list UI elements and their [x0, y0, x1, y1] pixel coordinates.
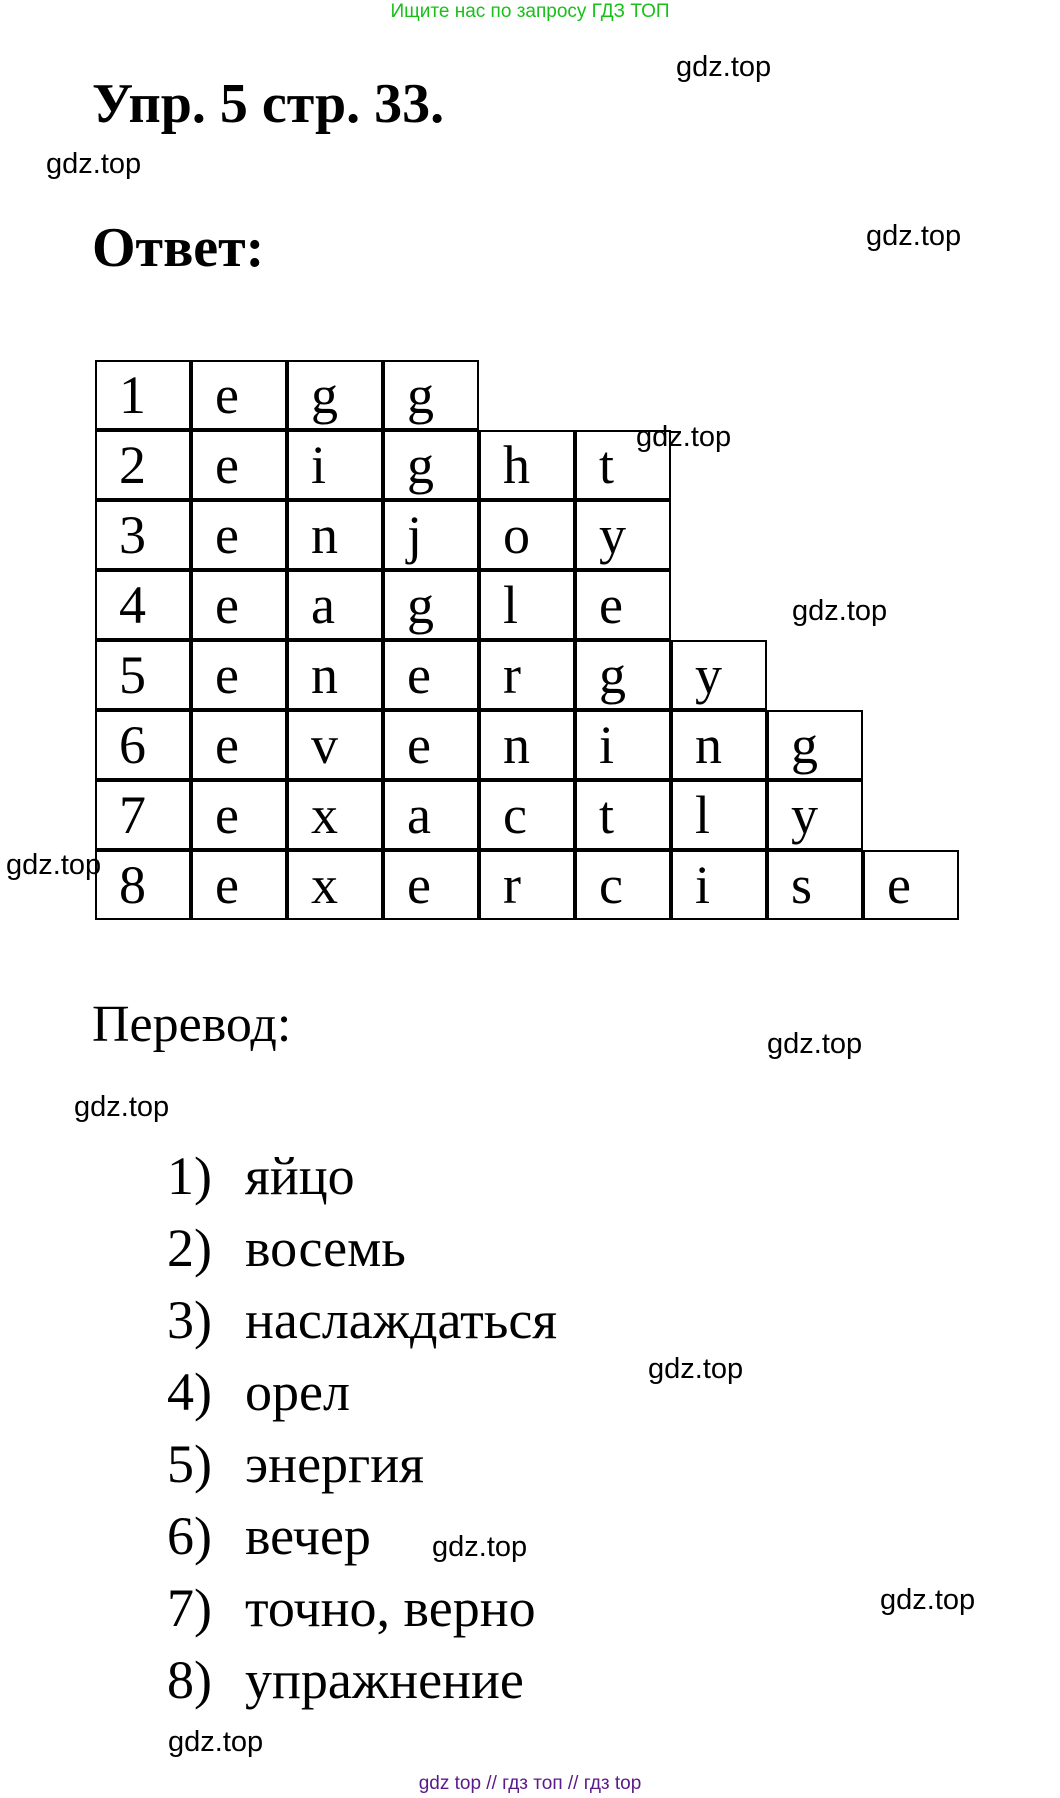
crossword-letter-cell: e: [383, 710, 479, 780]
watermark-text: gdz.top: [880, 1584, 976, 1616]
top-search-hint[interactable]: Ищите нас по запросу ГДЗ ТОП: [390, 1, 670, 22]
crossword-letter-cell: y: [671, 640, 767, 710]
crossword-letter-cell: g: [383, 570, 479, 640]
translation-number: 2): [167, 1218, 212, 1278]
translation-number: 6): [167, 1506, 212, 1566]
crossword-letter-cell: n: [671, 710, 767, 780]
translation-word: энергия: [245, 1434, 424, 1494]
crossword-letter-cell: e: [191, 710, 287, 780]
crossword-letter-cell: g: [767, 710, 863, 780]
crossword-letter-cell: e: [191, 640, 287, 710]
watermark-text: gdz.top: [168, 1726, 264, 1758]
crossword-letter-cell: h: [479, 430, 575, 500]
translation-word: точно, верно: [245, 1578, 536, 1638]
watermark-text: gdz.top: [792, 595, 888, 627]
crossword-letter-cell: g: [383, 430, 479, 500]
crossword-letter-cell: e: [383, 640, 479, 710]
crossword-letter-cell: v: [287, 710, 383, 780]
watermark-text: gdz.top: [648, 1353, 744, 1385]
crossword-letter-cell: x: [287, 850, 383, 920]
crossword-letter-cell: n: [479, 710, 575, 780]
crossword-letter-cell: l: [671, 780, 767, 850]
crossword-letter-cell: e: [191, 500, 287, 570]
translation-label: Перевод:: [92, 996, 292, 1053]
crossword-number-cell: 7: [95, 780, 191, 850]
crossword-letter-cell: l: [479, 570, 575, 640]
crossword-letter-cell: g: [575, 640, 671, 710]
crossword-letter-cell: c: [479, 780, 575, 850]
crossword-letter-cell: n: [287, 640, 383, 710]
crossword-letter-cell: g: [383, 360, 479, 430]
translation-word: восемь: [245, 1218, 406, 1278]
translation-number: 4): [167, 1362, 212, 1422]
crossword-letter-cell: i: [575, 710, 671, 780]
crossword-letter-cell: o: [479, 500, 575, 570]
answer-label: Ответ:: [92, 217, 265, 279]
crossword-letter-cell: c: [575, 850, 671, 920]
translation-word: орел: [245, 1362, 350, 1422]
crossword-letter-cell: s: [767, 850, 863, 920]
crossword-letter-cell: i: [287, 430, 383, 500]
crossword-letter-cell: a: [383, 780, 479, 850]
crossword-number-cell: 3: [95, 500, 191, 570]
translation-number: 3): [167, 1290, 212, 1350]
translation-word: яйцо: [245, 1146, 355, 1206]
crossword-letter-cell: e: [575, 570, 671, 640]
crossword-letter-cell: t: [575, 430, 671, 500]
crossword-letter-cell: e: [191, 430, 287, 500]
crossword-number-cell: 1: [95, 360, 191, 430]
watermark-text: gdz.top: [676, 51, 772, 83]
watermark-text: gdz.top: [6, 849, 102, 881]
crossword-letter-cell: y: [575, 500, 671, 570]
crossword-letter-cell: a: [287, 570, 383, 640]
watermark-text: gdz.top: [636, 421, 732, 453]
crossword-number-cell: 5: [95, 640, 191, 710]
translation-word: наслаждаться: [245, 1290, 558, 1350]
crossword-letter-cell: g: [287, 360, 383, 430]
translation-number: 7): [167, 1578, 212, 1638]
crossword-letter-cell: n: [287, 500, 383, 570]
crossword-letter-cell: e: [863, 850, 959, 920]
crossword-number-cell: 2: [95, 430, 191, 500]
watermark-text: gdz.top: [866, 220, 962, 252]
crossword-letter-cell: e: [191, 360, 287, 430]
crossword-number-cell: 4: [95, 570, 191, 640]
footer-links[interactable]: gdz top // гдз топ // гдз top: [418, 1773, 642, 1794]
watermark-text: gdz.top: [74, 1091, 170, 1123]
translation-number: 8): [167, 1650, 212, 1710]
watermark-text: gdz.top: [46, 148, 142, 180]
crossword-number-cell: 8: [95, 850, 191, 920]
crossword-letter-cell: t: [575, 780, 671, 850]
crossword-letter-cell: r: [479, 640, 575, 710]
crossword-letter-cell: i: [671, 850, 767, 920]
crossword-letter-cell: e: [191, 570, 287, 640]
crossword-letter-cell: r: [479, 850, 575, 920]
crossword-number-cell: 6: [95, 710, 191, 780]
exercise-title: Упр. 5 стр. 33.: [92, 73, 445, 135]
translation-number: 1): [167, 1146, 212, 1206]
crossword-letter-cell: y: [767, 780, 863, 850]
crossword-letter-cell: x: [287, 780, 383, 850]
crossword-letter-cell: e: [191, 850, 287, 920]
crossword-letter-cell: e: [383, 850, 479, 920]
translation-number: 5): [167, 1434, 212, 1494]
crossword-letter-cell: e: [191, 780, 287, 850]
watermark-text: gdz.top: [432, 1531, 528, 1563]
watermark-text: gdz.top: [767, 1028, 863, 1060]
crossword-letter-cell: j: [383, 500, 479, 570]
translation-word: упражнение: [245, 1650, 524, 1710]
translation-word: вечер: [245, 1506, 371, 1566]
